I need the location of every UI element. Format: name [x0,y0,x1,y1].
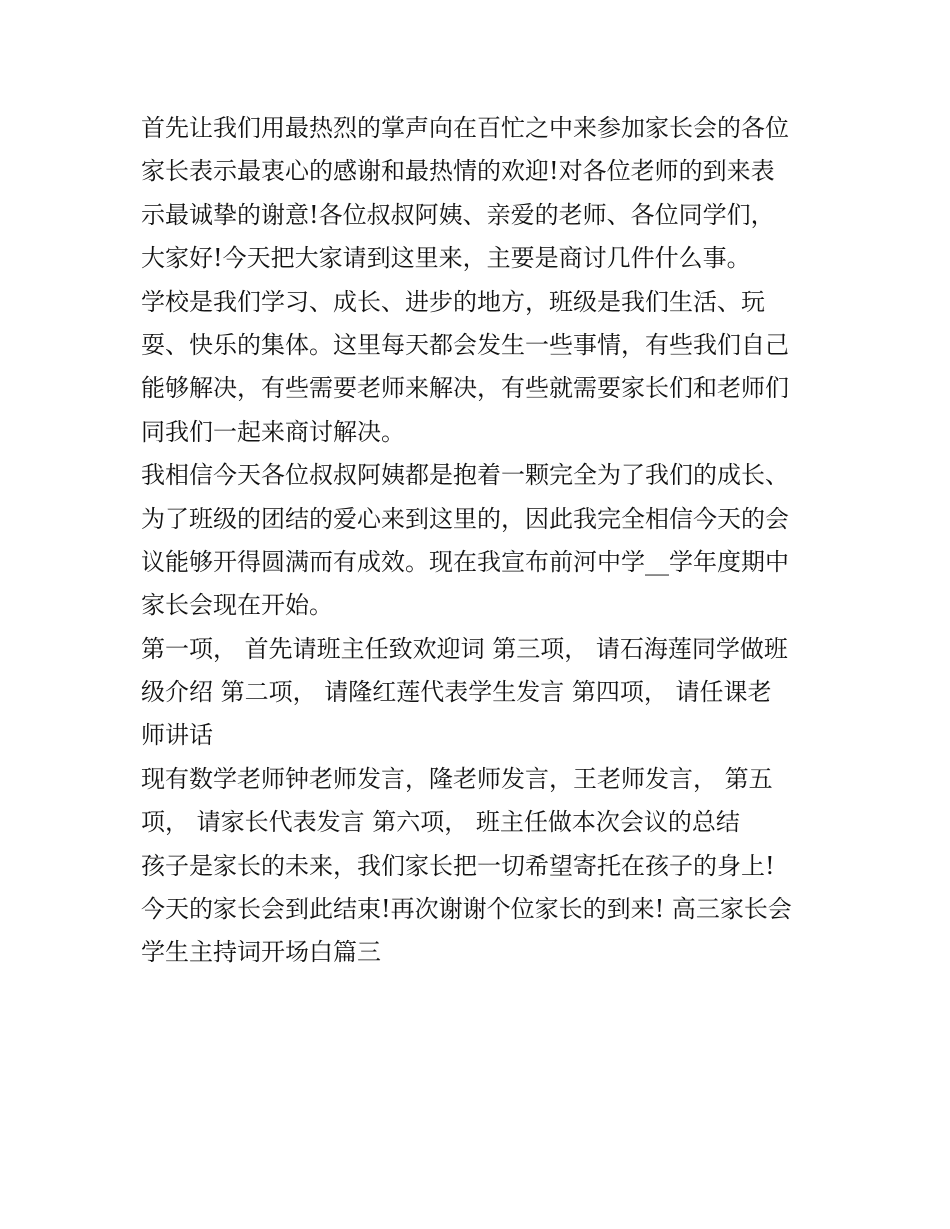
text-line: 家长表示最衷心的感谢和最热情的欢迎!对各位老师的到来表 [141,157,775,186]
text-line: 家长会现在开始。 [141,591,333,620]
text-line: 大家好!今天把大家请到这里来，主要是商讨几件什么事。 [141,244,751,273]
text-line: 能够解决，有些需要老师来解决，有些就需要家长们和老师们 [141,374,789,403]
text-line: 首先让我们用最热烈的掌声向在百忙之中来参加家长会的各位 [141,114,789,142]
text-line: 示最诚挚的谢意!各位叔叔阿姨、亲爱的老师、各位同学们， [141,200,775,229]
document-body [141,107,821,975]
text-line: 师讲话 [141,721,213,750]
text-line: 级介绍 第二项， 请隆红莲代表学生发言 第四项， 请任课老 [141,678,772,707]
text-line: 学校是我们学习、成长、进步的地方，班级是我们生活、玩 [141,287,765,316]
text-line: 学生主持词开场白篇三 [141,938,381,967]
text-line: 孩子是家长的未来，我们家长把一切希望寄托在孩子的身上! [141,851,775,880]
text-line: 议能够开得圆满而有成效。现在我宣布前河中学__学年度期中 [141,547,789,576]
text-line: 我相信今天各位叔叔阿姨都是抱着一颗完全为了我们的成长、 [141,461,789,490]
text-line: 今天的家长会到此结束!再次谢谢个位家长的到来! 高三家长会 [141,895,792,924]
text-line: 同我们一起来商讨解决。 [141,417,405,446]
text-line: 第一项， 首先请班主任致欢迎词 第三项， 请石海莲同学做班 [141,634,788,663]
text-line: 项， 请家长代表发言 第六项， 班主任做本次会议的总结 [141,808,740,837]
text-line: 耍、快乐的集体。这里每天都会发生一些事情，有些我们自己 [141,330,789,359]
text-line: 为了班级的团结的爱心来到这里的，因此我完全相信今天的会 [141,504,789,533]
text-line: 现有数学老师钟老师发言，隆老师发言，王老师发言， 第五 [141,764,773,793]
